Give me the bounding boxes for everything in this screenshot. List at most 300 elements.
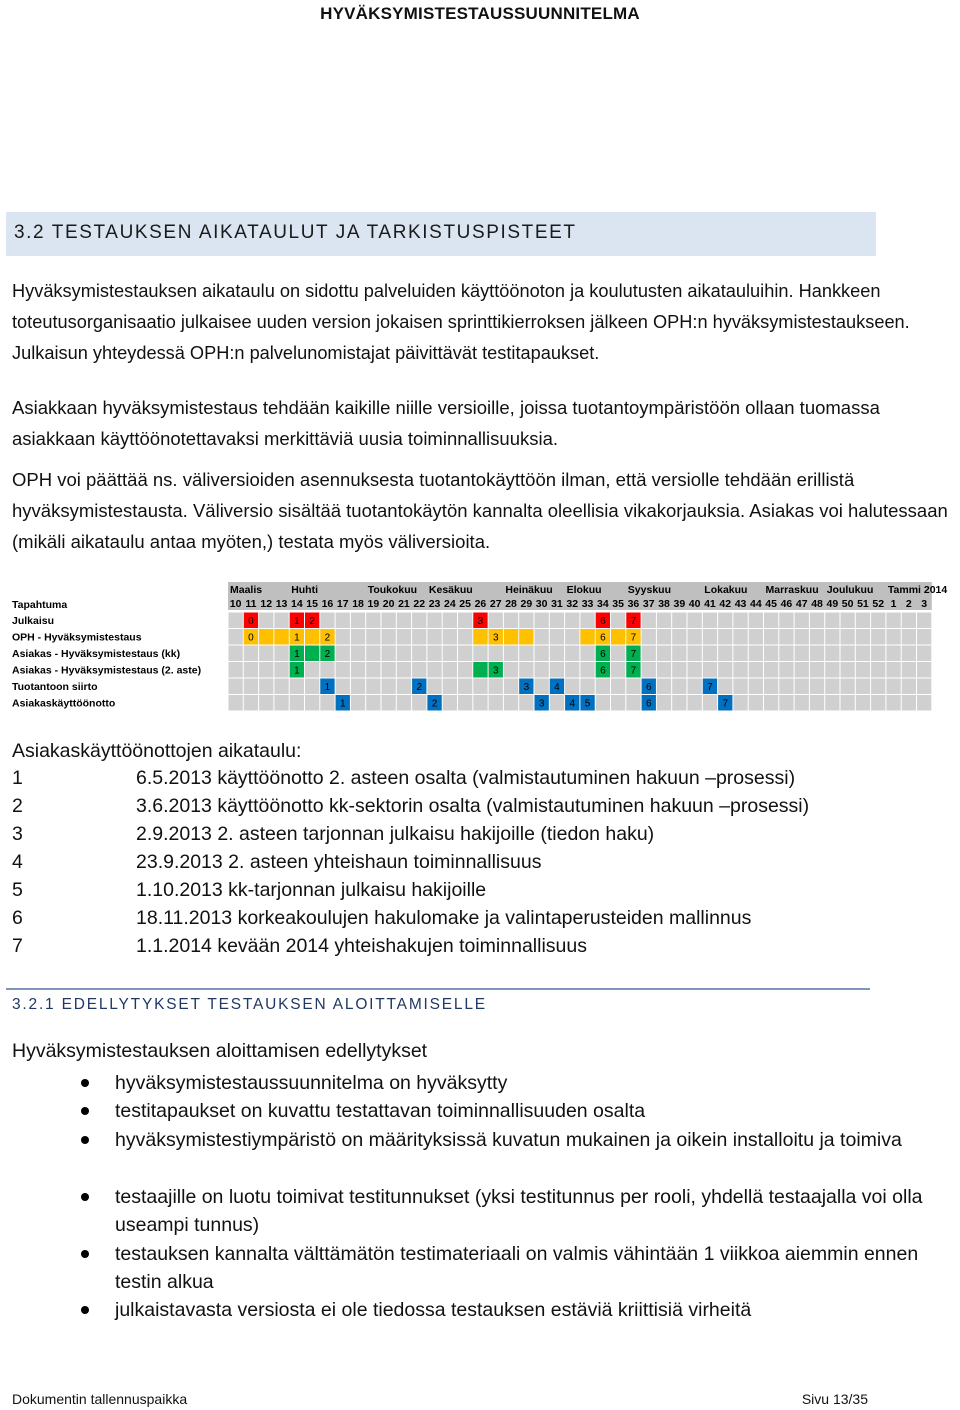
gantt-grid-cell xyxy=(229,695,243,711)
gantt-grid-cell xyxy=(519,613,533,629)
gantt-grid-cell xyxy=(779,695,793,711)
gantt-grid-cell xyxy=(657,646,671,662)
gantt-week-label: 24 xyxy=(444,598,456,610)
gantt-week-label: 34 xyxy=(597,598,609,610)
gantt-grid-cell xyxy=(580,679,594,695)
gantt-grid-cell xyxy=(473,646,487,662)
gantt-event-label: 2 xyxy=(309,616,315,627)
gantt-grid-cell xyxy=(841,679,855,695)
gantt-grid-cell xyxy=(519,662,533,678)
gantt-grid-cell xyxy=(427,646,441,662)
gantt-grid-cell xyxy=(489,613,503,629)
gantt-grid-cell xyxy=(871,613,885,629)
gantt-grid-cell xyxy=(611,662,625,678)
gantt-week-label: 1 xyxy=(890,598,897,610)
gantt-grid-cell xyxy=(764,662,778,678)
gantt-grid-cell xyxy=(565,629,579,645)
gantt-grid-cell xyxy=(611,679,625,695)
gantt-grid-cell xyxy=(825,662,839,678)
gantt-event-cell xyxy=(473,662,487,678)
gantt-grid-cell xyxy=(397,629,411,645)
gantt-grid-cell xyxy=(489,646,503,662)
gantt-grid-cell xyxy=(535,662,549,678)
gantt-grid-cell xyxy=(672,646,686,662)
gantt-row-label: Julkaisu xyxy=(12,615,55,627)
gantt-grid-cell xyxy=(565,662,579,678)
gantt-grid-cell xyxy=(795,679,809,695)
gantt-month-label: Kesäkuu xyxy=(428,584,473,596)
gantt-grid-cell xyxy=(305,695,319,711)
gantt-grid-cell xyxy=(504,613,518,629)
prereq-item xyxy=(0,1097,960,1125)
gantt-grid-cell xyxy=(779,662,793,678)
gantt-week-label: 26 xyxy=(474,598,487,610)
gantt-event-label: 6 xyxy=(600,616,606,627)
gantt-grid-cell xyxy=(902,695,916,711)
gantt-event-label: 6 xyxy=(600,665,606,677)
gantt-grid-cell xyxy=(657,662,671,678)
gantt-grid-cell xyxy=(733,646,747,662)
gantt-grid-cell xyxy=(244,679,258,695)
gantt-event-label: 5 xyxy=(584,698,591,710)
gantt-grid-cell xyxy=(688,679,702,695)
gantt-grid-cell xyxy=(718,613,732,629)
gantt-event-label: 6 xyxy=(600,632,606,644)
gantt-grid-cell xyxy=(366,662,380,678)
gantt-grid-cell xyxy=(672,613,686,629)
gantt-grid-cell xyxy=(366,613,380,629)
gantt-grid-cell xyxy=(917,646,931,662)
gantt-event-cell xyxy=(519,629,533,645)
gantt-row-label: Tuotantoon siirto xyxy=(12,681,98,693)
gantt-grid-cell xyxy=(642,629,656,645)
gantt-grid-cell xyxy=(611,695,625,711)
gantt-grid-cell xyxy=(657,629,671,645)
gantt-grid-cell xyxy=(672,662,686,678)
gantt-grid-cell xyxy=(871,662,885,678)
gantt-grid-cell xyxy=(336,679,350,695)
gantt-grid-cell xyxy=(366,646,380,662)
gantt-event-label: 6 xyxy=(645,698,652,710)
gantt-event-label: 0 xyxy=(248,616,254,627)
gantt-week-label: 22 xyxy=(413,598,426,610)
gantt-week-label: 11 xyxy=(245,598,257,610)
section-heading: 3.2 TESTAUKSEN AIKATAULUT JA TARKISTUSPISTEET xyxy=(14,222,577,243)
schedule-title: Asiakaskäyttöönottojen aikataulu: xyxy=(12,740,302,762)
schedule-item-text: 6.5.2013 käyttöönotto 2. asteen osalta (valmistautuminen hakuun –prosessi) xyxy=(136,767,796,789)
gantt-grid-cell xyxy=(259,679,273,695)
gantt-event-label: 1 xyxy=(294,649,300,660)
gantt-event-label: 7 xyxy=(630,632,637,644)
prereq-item xyxy=(0,1126,960,1183)
gantt-event-label: 3 xyxy=(523,682,530,693)
gantt-event-label: 1 xyxy=(294,632,300,644)
gantt-grid-cell xyxy=(672,695,686,711)
gantt-grid-cell xyxy=(611,613,625,629)
prereq-item xyxy=(0,1183,960,1240)
gantt-week-label: 49 xyxy=(826,598,839,610)
gantt-week-label: 17 xyxy=(336,598,349,610)
gantt-grid-cell xyxy=(351,662,365,678)
gantt-grid-cell xyxy=(458,629,472,645)
gantt-grid-cell xyxy=(626,679,640,695)
gantt-week-label: 15 xyxy=(306,598,318,610)
gantt-grid-cell xyxy=(596,695,610,711)
gantt-grid-cell xyxy=(764,679,778,695)
gantt-grid-cell xyxy=(825,629,839,645)
gantt-event-cell xyxy=(259,629,273,645)
gantt-grid-cell xyxy=(856,646,870,662)
gantt-week-label: 38 xyxy=(658,598,670,610)
gantt-event-label: 3 xyxy=(477,616,484,627)
gantt-grid-cell xyxy=(519,646,533,662)
gantt-grid-cell xyxy=(672,629,686,645)
gantt-grid-cell xyxy=(733,679,747,695)
paragraph-customer-testing: Asiakkaan hyväksymistestaus tehdään kaikille niille versioille, joissa tuotantoympäristöön ollaan tuomassa asiakkaan käyttöönotettavaksi merkittäviä uusia toiminnallisuuksia. xyxy=(12,397,880,449)
gantt-grid-cell xyxy=(902,679,916,695)
gantt-week-label: 28 xyxy=(505,598,517,610)
gantt-grid-cell xyxy=(351,695,365,711)
gantt-grid-cell xyxy=(336,613,350,629)
gantt-grid-cell xyxy=(718,646,732,662)
gantt-grid-cell xyxy=(580,646,594,662)
gantt-week-label: 52 xyxy=(872,598,885,610)
gantt-grid-cell xyxy=(458,679,472,695)
gantt-grid-cell xyxy=(764,695,778,711)
gantt-week-label: 42 xyxy=(719,598,732,610)
gantt-grid-cell xyxy=(749,695,763,711)
gantt-grid-cell xyxy=(749,646,763,662)
gantt-event-cell xyxy=(305,646,319,662)
gantt-grid-cell xyxy=(443,662,457,678)
gantt-grid-cell xyxy=(886,629,900,645)
gantt-grid-cell xyxy=(259,695,273,711)
gantt-grid-cell xyxy=(886,679,900,695)
gantt-week-label: 19 xyxy=(367,598,380,610)
prereq-item xyxy=(0,1240,960,1296)
gantt-week-label: 2 xyxy=(905,598,912,610)
gantt-grid-cell xyxy=(886,613,900,629)
document-header-title: HYVÄKSYMISTESTAUSSUUNNITELMA xyxy=(320,4,640,23)
gantt-grid-cell xyxy=(504,679,518,695)
gantt-event-cell xyxy=(274,629,288,645)
gantt-grid-cell xyxy=(351,613,365,629)
gantt-grid-cell xyxy=(611,646,625,662)
gantt-grid-cell xyxy=(902,646,916,662)
schedule-item-number: 1 xyxy=(12,767,23,789)
gantt-grid-cell xyxy=(810,695,824,711)
gantt-grid-cell xyxy=(596,679,610,695)
gantt-grid-cell xyxy=(810,662,824,678)
gantt-grid-cell xyxy=(565,613,579,629)
gantt-grid-cell xyxy=(580,613,594,629)
gantt-grid-cell xyxy=(749,679,763,695)
gantt-grid-cell xyxy=(856,662,870,678)
gantt-week-label: 37 xyxy=(642,598,655,610)
gantt-grid-cell xyxy=(336,662,350,678)
gantt-grid-cell xyxy=(535,679,549,695)
gantt-event-cell xyxy=(473,629,487,645)
gantt-grid-cell xyxy=(244,646,258,662)
gantt-grid-cell xyxy=(290,679,304,695)
gantt-grid-cell xyxy=(382,662,396,678)
gantt-grid-cell xyxy=(902,613,916,629)
gantt-event-label: 1 xyxy=(324,682,331,693)
gantt-grid-cell xyxy=(290,695,304,711)
gantt-week-label: 41 xyxy=(704,598,716,610)
gantt-grid-cell xyxy=(902,662,916,678)
gantt-grid-cell xyxy=(703,662,717,678)
gantt-week-label: 50 xyxy=(841,598,854,610)
gantt-grid-cell xyxy=(412,629,426,645)
gantt-grid-cell xyxy=(382,695,396,711)
gantt-week-label: 39 xyxy=(673,598,686,610)
gantt-grid-cell xyxy=(657,679,671,695)
gantt-event-label: 3 xyxy=(538,698,545,710)
gantt-grid-cell xyxy=(443,629,457,645)
bullet-icon xyxy=(81,1306,89,1314)
gantt-grid-cell xyxy=(550,662,564,678)
gantt-grid-cell xyxy=(825,695,839,711)
gantt-grid-cell xyxy=(366,695,380,711)
gantt-grid-cell xyxy=(565,679,579,695)
prereq-item xyxy=(0,1069,960,1097)
gantt-grid-cell xyxy=(443,646,457,662)
gantt-grid-cell xyxy=(795,646,809,662)
gantt-grid-cell xyxy=(795,629,809,645)
gantt-grid-cell xyxy=(841,646,855,662)
gantt-week-label: 23 xyxy=(428,598,441,610)
gantt-grid-cell xyxy=(703,695,717,711)
schedule-item-text: 1.10.2013 kk-tarjonnan julkaisu hakijoille xyxy=(136,879,487,901)
gantt-row-label: OPH - Hyväksymistestaus xyxy=(12,631,142,644)
gantt-week-label: 20 xyxy=(382,598,395,610)
gantt-grid-cell xyxy=(336,646,350,662)
gantt-grid-cell xyxy=(672,679,686,695)
prereq-item-text: testauksen kannalta välttämätön testimateriaali on valmis vähintään 1 viikkoa aiemmin ennen testin alkua xyxy=(115,1243,919,1293)
prereq-item-text: testitapaukset on kuvattu testattavan toiminnallisuuden osalta xyxy=(115,1100,646,1122)
gantt-grid-cell xyxy=(856,679,870,695)
gantt-grid-cell xyxy=(427,629,441,645)
gantt-month-label: Syyskuu xyxy=(627,584,672,596)
gantt-grid-cell xyxy=(871,679,885,695)
gantt-grid-cell xyxy=(504,646,518,662)
gantt-grid-cell xyxy=(703,646,717,662)
gantt-week-label: 36 xyxy=(627,598,640,610)
gantt-grid-cell xyxy=(412,646,426,662)
gantt-grid-cell xyxy=(397,679,411,695)
gantt-grid-cell xyxy=(703,613,717,629)
gantt-row-label: Asiakaskäyttöönotto xyxy=(12,697,116,710)
gantt-grid-cell xyxy=(274,695,288,711)
gantt-grid-cell xyxy=(795,695,809,711)
gantt-week-label: 16 xyxy=(321,598,334,610)
gantt-grid-cell xyxy=(642,662,656,678)
gantt-grid-cell xyxy=(733,695,747,711)
gantt-grid-cell xyxy=(504,695,518,711)
gantt-grid-cell xyxy=(504,662,518,678)
gantt-grid-cell xyxy=(779,646,793,662)
gantt-grid-cell xyxy=(382,679,396,695)
gantt-grid-cell xyxy=(902,629,916,645)
gantt-grid-cell xyxy=(841,613,855,629)
gantt-header-label: Tapahtuma xyxy=(12,599,68,611)
gantt-grid-cell xyxy=(274,613,288,629)
gantt-grid-cell xyxy=(274,646,288,662)
gantt-event-cell xyxy=(504,629,518,645)
gantt-event-cell xyxy=(611,629,625,645)
gantt-grid-cell xyxy=(320,695,334,711)
gantt-week-label: 13 xyxy=(275,598,288,610)
gantt-week-label: 35 xyxy=(612,598,624,610)
prereq-item-text: julkaistavasta versiosta ei ole tiedossa testauksen estäviä kriittisiä virheitä xyxy=(115,1299,752,1321)
gantt-event-cell xyxy=(580,629,594,645)
gantt-grid-cell xyxy=(917,662,931,678)
prereq-item-text: hyväksymistestaussuunnitelma on hyväksytty xyxy=(115,1072,508,1094)
gantt-week-label: 51 xyxy=(857,598,869,610)
schedule-item-number: 2 xyxy=(12,795,23,817)
gantt-grid-cell xyxy=(764,646,778,662)
gantt-grid-cell xyxy=(565,646,579,662)
gantt-grid-cell xyxy=(749,613,763,629)
gantt-grid-cell xyxy=(733,629,747,645)
gantt-grid-cell xyxy=(841,629,855,645)
gantt-row-label: Asiakas - Hyväksymistestaus (kk) xyxy=(12,648,181,660)
gantt-event-cell xyxy=(305,629,319,645)
gantt-grid-cell xyxy=(443,613,457,629)
gantt-schedule-chart xyxy=(8,578,956,714)
gantt-grid-cell xyxy=(749,662,763,678)
gantt-week-label: 45 xyxy=(765,598,777,610)
gantt-grid-cell xyxy=(825,646,839,662)
gantt-week-label: 32 xyxy=(566,598,579,610)
gantt-grid-cell xyxy=(397,662,411,678)
gantt-grid-cell xyxy=(718,679,732,695)
gantt-grid-cell xyxy=(366,679,380,695)
gantt-grid-cell xyxy=(351,629,365,645)
gantt-week-label: 18 xyxy=(352,598,364,610)
gantt-grid-cell xyxy=(657,695,671,711)
gantt-grid-cell xyxy=(244,695,258,711)
gantt-week-label: 33 xyxy=(581,598,594,610)
gantt-grid-cell xyxy=(458,646,472,662)
gantt-grid-cell xyxy=(382,646,396,662)
bullet-icon xyxy=(81,1250,89,1258)
schedule-item-text: 1.1.2014 kevään 2014 yhteishakujen toiminnallisuus xyxy=(136,935,587,957)
gantt-grid-cell xyxy=(229,679,243,695)
gantt-grid-cell xyxy=(917,679,931,695)
gantt-grid-cell xyxy=(229,613,243,629)
gantt-grid-cell xyxy=(519,695,533,711)
paragraph-interim-versions: OPH voi päättää ns. väliversioiden asennuksesta tuotantokäyttöön ilman, että versiolle tehdään erillistä hyväksymistestausta. Väliversio sisältää tuotantokäytön kannalta oleellisia vikakorjauksia. Asiakas voi halutessaan (mikäli aikataulu antaa myöten,) testata myös väliversioita. xyxy=(12,469,948,552)
gantt-event-label: 2 xyxy=(324,632,331,644)
gantt-grid-cell xyxy=(642,613,656,629)
gantt-grid-cell xyxy=(397,646,411,662)
gantt-grid-cell xyxy=(718,629,732,645)
schedule-item-number: 3 xyxy=(12,823,23,845)
gantt-grid-cell xyxy=(917,695,931,711)
gantt-grid-cell xyxy=(397,695,411,711)
gantt-event-label: 1 xyxy=(294,616,300,627)
gantt-grid-cell xyxy=(274,679,288,695)
gantt-grid-cell xyxy=(688,613,702,629)
gantt-grid-cell xyxy=(229,629,243,645)
gantt-week-label: 48 xyxy=(811,598,823,610)
bullet-icon xyxy=(81,1079,89,1087)
schedule-item-text: 3.6.2013 käyttöönotto kk-sektorin osalta (valmistautuminen hakuun –prosessi) xyxy=(136,795,810,817)
schedule-item-number: 6 xyxy=(12,907,23,929)
gantt-week-label: 29 xyxy=(520,598,533,610)
gantt-grid-cell xyxy=(336,629,350,645)
gantt-row-label: Asiakas - Hyväksymistestaus (2. aste) xyxy=(12,664,202,677)
gantt-grid-cell xyxy=(473,695,487,711)
gantt-grid-cell xyxy=(458,662,472,678)
gantt-grid-cell xyxy=(626,695,640,711)
gantt-event-label: 7 xyxy=(630,649,637,660)
gantt-week-label: 40 xyxy=(688,598,701,610)
schedule-item-text: 23.9.2013 2. asteen yhteishaun toiminnallisuus xyxy=(136,851,542,873)
gantt-grid-cell xyxy=(733,662,747,678)
gantt-week-label: 14 xyxy=(291,598,303,610)
schedule-item-number: 4 xyxy=(12,851,23,873)
gantt-event-label: 3 xyxy=(492,665,499,677)
gantt-event-label: 7 xyxy=(722,698,729,710)
gantt-grid-cell xyxy=(718,662,732,678)
gantt-grid-cell xyxy=(779,613,793,629)
gantt-grid-cell xyxy=(443,679,457,695)
paragraph-schedule-intro: Hyväksymistestauksen aikataulu on sidottu palveluiden käyttöönoton ja koulutusten aikatauluihin. Hankkeen toteutusorganisaatio julkaisee uuden version jokaisen sprinttikierroksen jälkeen OPH:n hyväksymistestaukseen. Julkaisun yhteydessä OPH:n palvelunomistajat päivittävät testitapaukset. xyxy=(12,281,910,363)
gantt-grid-cell xyxy=(779,629,793,645)
gantt-grid-cell xyxy=(810,679,824,695)
prereq-item-text: hyväksymistestiympäristö on määrityksissä kuvatun mukainen ja oikein installoitu ja toimiva xyxy=(115,1129,902,1151)
gantt-grid-cell xyxy=(458,613,472,629)
gantt-event-label: 2 xyxy=(431,698,438,710)
gantt-grid-cell xyxy=(366,629,380,645)
gantt-grid-cell xyxy=(259,646,273,662)
schedule-item-text: 18.11.2013 korkeakoulujen hakulomake ja valintaperusteiden mallinnus xyxy=(136,907,752,929)
gantt-month-label: Tammi 2014 xyxy=(887,584,948,596)
gantt-event-label: 1 xyxy=(339,698,346,710)
footer-page-number: Sivu 13/35 xyxy=(801,1391,868,1407)
gantt-grid-cell xyxy=(351,646,365,662)
gantt-grid-cell xyxy=(856,613,870,629)
gantt-event-label: 2 xyxy=(416,682,423,693)
gantt-grid-cell xyxy=(550,695,564,711)
gantt-event-label: 6 xyxy=(600,649,606,660)
gantt-grid-cell xyxy=(244,662,258,678)
gantt-grid-cell xyxy=(320,662,334,678)
gantt-week-label: 12 xyxy=(260,598,273,610)
schedule-item-number: 5 xyxy=(12,879,23,901)
gantt-grid-cell xyxy=(764,629,778,645)
gantt-grid-cell xyxy=(749,629,763,645)
gantt-grid-cell xyxy=(779,679,793,695)
gantt-grid-cell xyxy=(733,613,747,629)
gantt-week-label: 10 xyxy=(229,598,242,610)
gantt-grid-cell xyxy=(259,662,273,678)
gantt-month-label: Joulukuu xyxy=(826,584,874,596)
bullet-icon xyxy=(81,1136,89,1144)
gantt-grid-cell xyxy=(841,695,855,711)
gantt-grid-cell xyxy=(274,662,288,678)
gantt-week-label: 21 xyxy=(398,598,410,610)
gantt-week-label: 31 xyxy=(551,598,563,610)
gantt-grid-cell xyxy=(810,613,824,629)
gantt-grid-cell xyxy=(351,679,365,695)
gantt-grid-cell xyxy=(688,695,702,711)
gantt-grid-cell xyxy=(412,662,426,678)
gantt-grid-cell xyxy=(703,629,717,645)
